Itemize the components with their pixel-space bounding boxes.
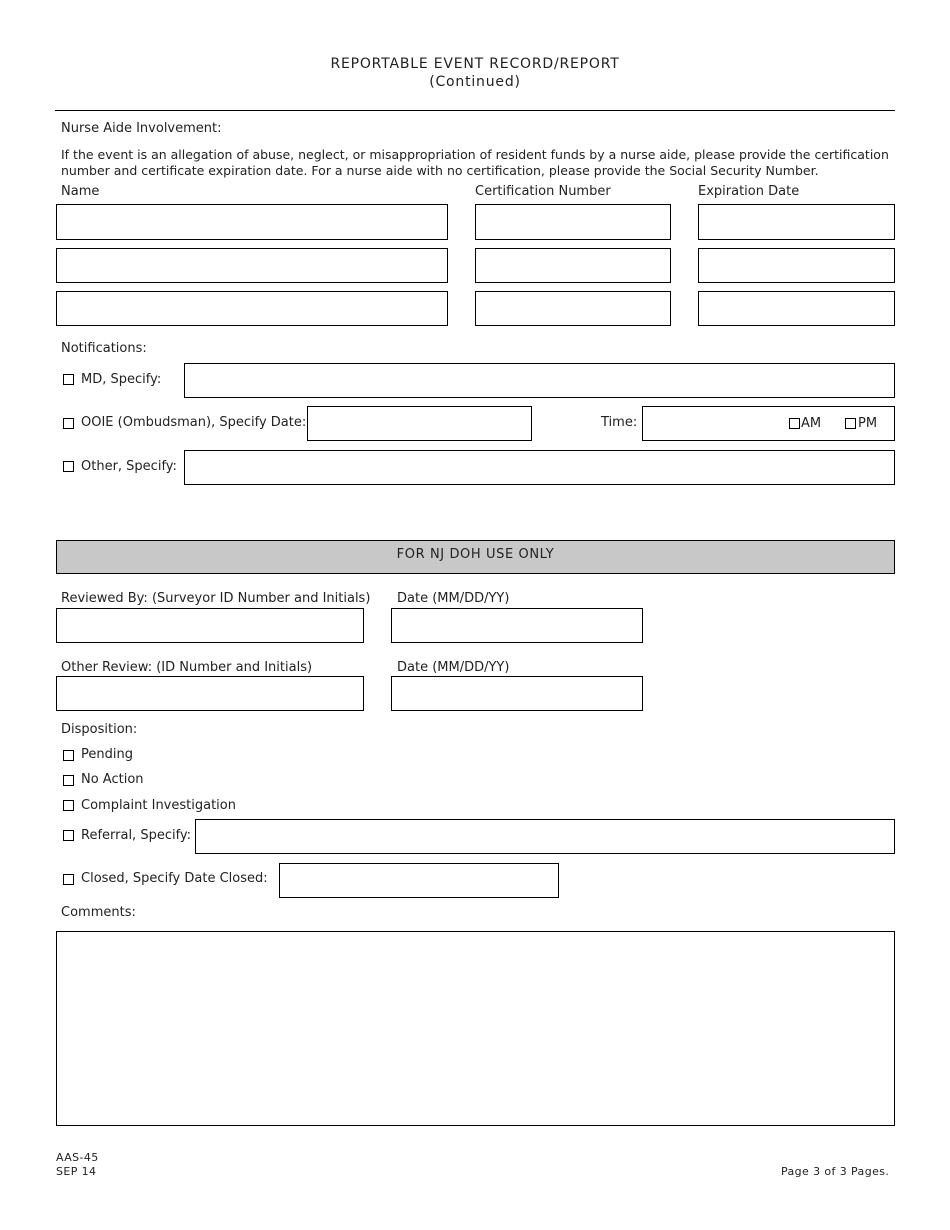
form-title: REPORTABLE EVENT RECORD/REPORT [330,56,620,72]
other-specify-field[interactable] [184,450,895,485]
comments-heading: Comments: [61,905,136,920]
header-divider [55,110,895,111]
nurse-aide-cert-field-2[interactable] [475,248,671,283]
reviewed-by-label: Reviewed By: (Surveyor ID Number and Initials) [61,591,371,606]
form-date: SEP 14 [56,1165,97,1178]
nurse-aide-exp-field-1[interactable] [698,204,895,240]
nurse-aide-cert-field-1[interactable] [475,204,671,240]
no-action-label: No Action [81,772,144,787]
njdoh-use-only-band: FOR NJ DOH USE ONLY [56,540,895,574]
other-review-field[interactable] [56,676,364,711]
nurse-aide-name-field-3[interactable] [56,291,448,326]
no-action-checkbox[interactable] [63,775,74,786]
column-exp-label: Expiration Date [698,184,800,199]
column-name-label: Name [61,184,100,199]
referral-checkbox[interactable] [63,830,74,841]
review-date-field[interactable] [391,608,643,643]
am-checkbox[interactable] [789,418,800,429]
md-specify-field[interactable] [184,363,895,398]
pm-label: PM [858,416,878,431]
page-number: Page 3 of 3 Pages. [781,1165,890,1178]
column-cert-label: Certification Number [475,184,611,199]
ooie-checkbox[interactable] [63,418,74,429]
ooie-date-field[interactable] [307,406,532,441]
other-review-label: Other Review: (ID Number and Initials) [61,660,313,675]
referral-label: Referral, Specify: [81,828,192,843]
ooie-label: OOIE (Ombudsman), Specify Date: [81,415,307,430]
other-checkbox[interactable] [63,461,74,472]
nurse-aide-exp-field-3[interactable] [698,291,895,326]
complaint-checkbox[interactable] [63,800,74,811]
nurse-aide-name-field-1[interactable] [56,204,448,240]
nurse-aide-name-field-2[interactable] [56,248,448,283]
pending-label: Pending [81,747,133,762]
referral-specify-field[interactable] [195,819,895,854]
closed-checkbox[interactable] [63,874,74,885]
comments-field[interactable] [56,931,895,1126]
closed-date-field[interactable] [279,863,559,898]
nurse-aide-heading: Nurse Aide Involvement: [61,121,222,136]
nurse-aide-instructions-1: If the event is an allegation of abuse, neglect, or misappropriation of resident funds by a nurse aide, please provide the certification [61,147,889,162]
other-review-date-field[interactable] [391,676,643,711]
md-label: MD, Specify: [81,372,162,387]
time-label: Time: [601,415,638,430]
nurse-aide-cert-field-3[interactable] [475,291,671,326]
form-id: AAS-45 [56,1151,99,1164]
other-review-date-label: Date (MM/DD/YY) [397,660,510,675]
review-date-label: Date (MM/DD/YY) [397,591,510,606]
complaint-label: Complaint Investigation [81,798,236,813]
nurse-aide-instructions-2: number and certificate expiration date. For a nurse aide with no certification, please provide the Social Security Number. [61,163,819,178]
notifications-heading: Notifications: [61,341,147,356]
md-checkbox[interactable] [63,374,74,385]
pm-checkbox[interactable] [845,418,856,429]
form-subtitle: (Continued) [429,74,521,90]
closed-label: Closed, Specify Date Closed: [81,871,268,886]
pending-checkbox[interactable] [63,750,74,761]
am-label: AM [801,416,822,431]
nurse-aide-exp-field-2[interactable] [698,248,895,283]
other-label: Other, Specify: [81,459,177,474]
reviewed-by-field[interactable] [56,608,364,643]
disposition-heading: Disposition: [61,722,138,737]
